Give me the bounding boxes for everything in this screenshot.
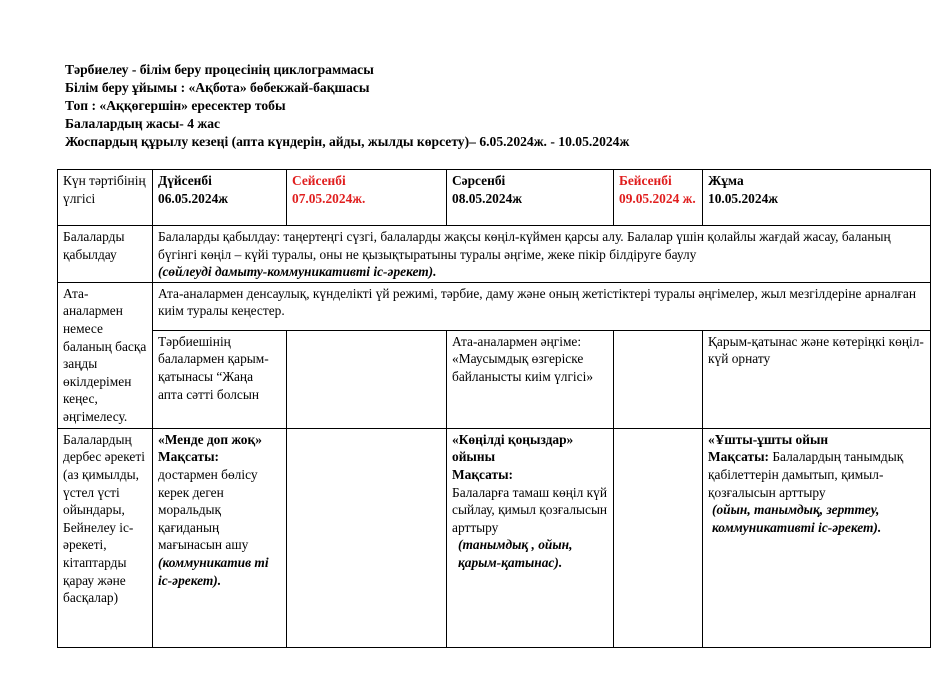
organization-line: Білім беру ұйымы : «Ақбота» бөбекжай-бақшасы <box>65 80 370 95</box>
day-date: 08.05.2024ж <box>452 190 522 206</box>
row-label-reception: Балаларды қабылдау <box>58 226 153 283</box>
day-name: Дүйсенбі <box>158 173 212 188</box>
document-title: Тәрбиелеу - білім беру процесінің циклограммасы <box>65 62 374 77</box>
plan-period-line: Жоспардың құрылу кезеңі (апта күндерін, айды, жылды көрсету)– 6.05.2024ж. - 10.05.2024ж <box>65 134 630 149</box>
reception-tag: (сөйлеудi дамыту-коммуникативтi iс-әрекет). <box>158 264 437 280</box>
table-row-reception <box>58 226 931 283</box>
activity-goal: достармен бөлісу керек деген моральдық қағиданың мағынасын ашу <box>158 466 258 553</box>
group-line: Топ : «Аққөгершін» ересектер тобы <box>65 98 286 113</box>
header-day-thursday <box>614 170 703 226</box>
day-date: 06.05.2024ж <box>158 190 228 206</box>
document-header <box>65 61 905 151</box>
parents-tuesday-cell <box>287 330 447 428</box>
reception-text-cell <box>153 226 931 283</box>
activity-title: «Ұшты-ұшты ойын <box>708 431 829 447</box>
row-label-parents: Ата-аналармен немесе баланың басқа заңды өкілдерімен кеңес, әңгімелесу. <box>58 282 153 428</box>
age-line: Балалардың жасы- 4 жас <box>65 116 221 131</box>
activity-goal-label: Мақсаты: <box>452 466 513 482</box>
parents-wednesday-cell: Ата-аналармен әңгіме: «Маусымдық өзгеріске байланысты киім үлгісі» <box>447 330 614 428</box>
activity-goal: Балалардың танымдық қабілеттерін дамытып, қимыл-қозғалысын арттыру <box>708 449 904 500</box>
activity-tuesday-cell <box>287 428 447 647</box>
table-row-activity <box>58 428 931 647</box>
activity-tag: (ойын, танымдық, зерттеу, коммуникативтi iс-әрекет). <box>712 502 882 535</box>
day-name: Бейсенбі <box>619 173 672 188</box>
parents-monday-cell: Тәрбиешінің балалармен қарым-қатынасы “Жаңа апта сәтті болсын <box>153 330 287 428</box>
header-day-tuesday <box>287 170 447 226</box>
activity-goal: Балаларға тамаш көңіл күй сыйлау, қимыл қозғалысын арттыру <box>452 484 608 535</box>
activity-wednesday-cell <box>447 428 614 647</box>
cyclogram-table <box>57 169 931 648</box>
header-day-wednesday <box>447 170 614 226</box>
day-date: 10.05.2024ж <box>708 190 778 206</box>
parents-general-cell: Ата-аналармен денсаулық, күнделікті үй режимі, тәрбие, даму және оның жетістіктері туралы әңгімелер, жыл мезгілдеріне арналған киім туралы кеңестер. <box>153 282 931 330</box>
activity-friday-cell <box>703 428 931 647</box>
day-name: Жұма <box>708 173 744 188</box>
row-label-activity: Балалардың дербес әрекеті (аз қимылды, үстел үсті ойындары, Бейнелеу іс- әрекеті, кітаптарды қарау және басқалар) <box>58 428 153 647</box>
parents-thursday-cell <box>614 330 703 428</box>
activity-title: «Көңілді қоңыздар» ойыны <box>452 431 574 465</box>
header-corner-cell: Күн тәртібінің үлгісі <box>58 170 153 226</box>
activity-goal-label: Мақсаты: <box>708 449 769 465</box>
activity-title: «Менде доп жоқ» <box>158 431 262 447</box>
day-date: 07.05.2024ж. <box>292 190 366 206</box>
table-header-row <box>58 170 931 226</box>
header-day-monday <box>153 170 287 226</box>
activity-tag: (танымдық , ойын, қарым-қатынас). <box>458 537 573 570</box>
table-row-parents-general <box>58 282 931 330</box>
parents-friday-cell: Қарым-қатынас және көтеріңкі көңіл-күй орнату <box>703 330 931 428</box>
activity-tag: (коммуникатив тi iс-әрекет). <box>158 554 269 588</box>
day-name: Сейсенбі <box>292 173 346 188</box>
table-row-parents-days <box>58 330 931 428</box>
header-day-friday <box>703 170 931 226</box>
activity-goal-label: Мақсаты: <box>158 449 219 465</box>
day-date: 09.05.2024 ж. <box>619 190 696 206</box>
reception-text: Балаларды қабылдау: таңертеңгі сүзгі, балаларды жақсы көңіл-күймен қарсы алу. Балалар үшін қолайлы жағдай жасау, баланың бүгінгі көңіл – күйі туралы, оны не қызықтыратыны туралы әңгіме, жеке пікір білдіруге баулу <box>158 229 891 262</box>
activity-thursday-cell <box>614 428 703 647</box>
activity-monday-cell <box>153 428 287 647</box>
day-name: Сәрсенбі <box>452 173 506 188</box>
